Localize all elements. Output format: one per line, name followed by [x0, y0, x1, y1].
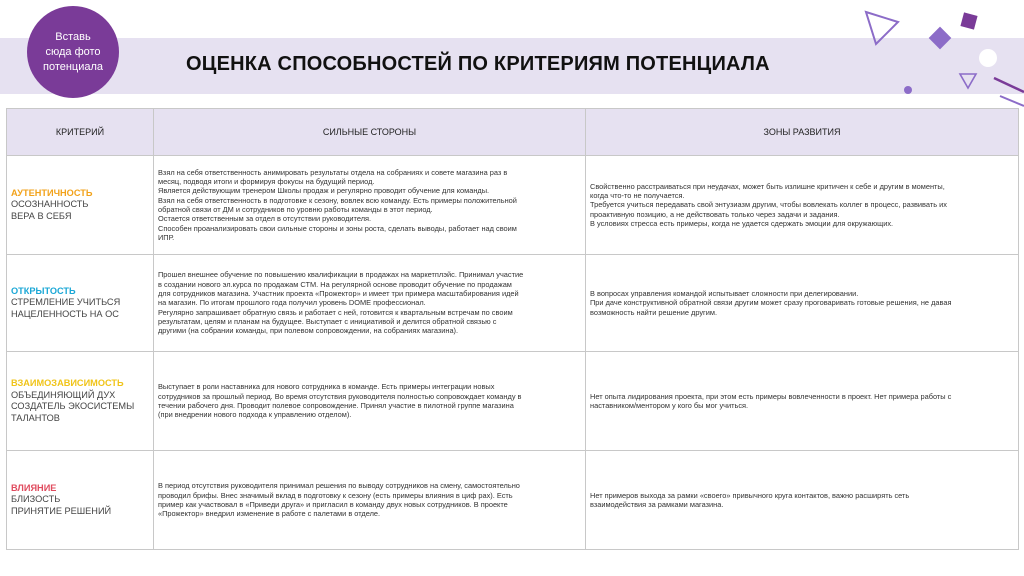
text-line: обратной связи от ДМ и сотрудников по уровню работы команды в этот период.	[158, 205, 433, 214]
development-cell	[586, 255, 1019, 352]
criterion-cell	[7, 156, 154, 255]
text-line: ИПР.	[158, 232, 175, 242]
text-line: «Прожектор» внедрил изменение в работе с палетами в отделе.	[158, 509, 381, 519]
header-criterion: КРИТЕРИЙ	[7, 109, 154, 156]
text-line: пример как участвовал в «Приведи друга» и пригласил в команду двух новых сотрудников. В проекте	[158, 500, 508, 509]
text-line: наставником/ментором у кого бы мог учиться.	[590, 401, 749, 410]
page-title: ОЦЕНКА СПОСОБНОСТЕЙ ПО КРИТЕРИЯМ ПОТЕНЦИАЛА	[186, 53, 770, 75]
decorative-shapes	[850, 0, 1024, 110]
criteria-table	[6, 108, 1019, 550]
table-row	[7, 255, 1019, 352]
criterion-sub: ОБЪЕДИНЯЮЩИЙ ДУХ	[11, 389, 116, 400]
development-cell	[586, 352, 1019, 451]
circle-white-icon	[979, 49, 997, 67]
strengths-cell	[154, 156, 586, 255]
photo-placeholder[interactable]	[27, 6, 119, 98]
header-development: ЗОНЫ РАЗВИТИЯ	[586, 109, 1019, 156]
text-line: Требуется учиться передавать свой энтузиазм другим, чтобы вовлекать коллег в процесс, развивать их	[590, 200, 947, 210]
text-line: когда что-то не получается.	[590, 191, 685, 201]
criterion-cell	[7, 352, 154, 451]
triangle-small-outline-icon	[960, 74, 976, 88]
dot-icon	[904, 86, 912, 94]
text-line: взаимодействия за рамками магазина.	[590, 500, 724, 509]
text-line: Регулярно запрашивает обратную связь и работает с ней, готовится к квартальным встречам по своим	[158, 307, 513, 317]
criterion-sub: ПРИНЯТИЕ РЕШЕНИЙ	[11, 505, 112, 516]
criterion-name: ВЗАИМОЗАВИСИМОСТЬ	[11, 378, 124, 388]
text-line: Взял на себя ответственность анимировать результаты отдела на собраниях и совете магазина раз в	[158, 167, 508, 177]
strengths-cell	[154, 352, 586, 451]
text-line: При даче конструктивной обратной связи другим может сразу проговаривать готовые решения, не давая	[590, 298, 952, 308]
text-line: В условиях стресса есть примеры, когда не удается сдержать эмоции для окружающих.	[590, 218, 894, 228]
text-line: Прошел внешнее обучение по повышению квалификации в продажах на маркетплэйс. Принимал участие	[158, 270, 524, 280]
text-line: возможность найти решение другим.	[590, 307, 718, 317]
table-row	[7, 352, 1019, 451]
development-cell	[586, 451, 1019, 550]
development-cell	[586, 156, 1019, 255]
criterion-sub: ВЕРА В СЕБЯ	[11, 210, 72, 221]
text-line: проводил брифы. Внес значимый вклад в подготовку к сезону (есть примеры влияния в циф рах). Есть	[158, 490, 513, 500]
text-line: другими (на собрании команды, при полевом сопровождении, на собраниях магазина).	[158, 326, 459, 336]
table-row	[7, 156, 1019, 255]
corner-line-icon	[994, 78, 1024, 92]
text-line: Выступает в роли наставника для нового сотрудника в команде. Есть примеры интеграции новых	[158, 382, 495, 392]
table-header-row	[7, 109, 1019, 156]
text-line: Является действующим тренером Школы продаж и регулярно проводит обучение для команды.	[158, 186, 490, 196]
triangle-outline-icon	[866, 12, 898, 44]
criterion-sub: ТАЛАНТОВ	[11, 412, 60, 423]
criterion-sub: БЛИЗОСТЬ	[11, 494, 61, 505]
photo-placeholder-text: Вставь сюда фото потенциала	[42, 30, 104, 73]
criterion-cell	[7, 451, 154, 550]
text-line: течении рабочего дня. Проводит полевое сопровождение. Принял участие в пилотной группе магазина	[158, 401, 514, 410]
criterion-name: ОТКРЫТОСТЬ	[11, 285, 76, 296]
criterion-cell	[7, 255, 154, 352]
text-line: (при внедрении нового подхода к управлению отделом).	[158, 410, 352, 420]
text-line: Остается ответственным за отдел в отсутствии руководителя.	[158, 214, 372, 224]
text-line: Способен проанализировать свои сильные стороны и зоны роста, сделать выводы, работает над своим	[158, 223, 517, 233]
text-line: сотрудников за прошлый период. Во время отсутствия руководителя полностью сопровождает команду в	[158, 391, 522, 401]
square-dark-icon	[960, 12, 977, 29]
criterion-sub: ОСОЗНАННОСТЬ	[11, 199, 89, 210]
criterion-sub: СТРЕМЛЕНИЕ УЧИТЬСЯ	[11, 297, 121, 308]
text-line: месяц, подводя итоги и формируя фокусы на будущий период.	[158, 177, 375, 187]
text-line: в создании нового эл.курса по продажам СТМ. На регулярной основе проводит обучение по продажам	[158, 279, 512, 289]
text-line: проактивную позицию, а не действовать только через задачи и задания.	[590, 209, 840, 219]
text-line: Свойственно расстраиваться при неудачах, может быть излишне критичен к себе и другим в моменты,	[590, 181, 945, 191]
text-line: для сотрудников магазина. Участник проекта «Прожектор» и имеет три примера масштабирования идей	[158, 289, 519, 299]
text-line: Нет примеров выхода за рамки «своего» привычного круга контактов, важно расширять сеть	[590, 490, 910, 500]
criterion-sub: НАЦЕЛЕННОСТЬ НА ОС	[11, 308, 119, 319]
strengths-cell	[154, 451, 586, 550]
text-line: на магазин. По итогам прошлого года получил уровень DOME профессионал.	[158, 298, 426, 308]
text-line: В вопросах управления командой испытывает сложности при делегировании.	[590, 289, 859, 299]
strengths-cell	[154, 255, 586, 352]
text-line: В период отсутствия руководителя принимал решения по выводу сотрудников на смену, самостоятельно	[158, 481, 520, 491]
text-line: Взял на себя ответственность в подготовке к сезону, вовлек всю команду. Есть примеры положительной	[158, 195, 517, 205]
square-lilac-icon	[929, 27, 952, 50]
table-row	[7, 451, 1019, 550]
criterion-name: ВЛИЯНИЕ	[11, 482, 57, 493]
corner-line-2-icon	[1000, 96, 1024, 106]
criterion-name: АУТЕНТИЧНОСТЬ	[11, 187, 93, 198]
text-line: результатам, целям и планам на будущее. Выступает с инициативой и делится обратной связью с	[158, 316, 497, 326]
header-strengths: СИЛЬНЫЕ СТОРОНЫ	[154, 109, 586, 156]
criterion-sub: СОЗДАТЕЛЬ ЭКОСИСТЕМЫ	[11, 401, 135, 411]
text-line: Нет опыта лидирования проекта, при этом есть примеры вовлеченности в проект. Нет примера работы с	[590, 391, 952, 401]
